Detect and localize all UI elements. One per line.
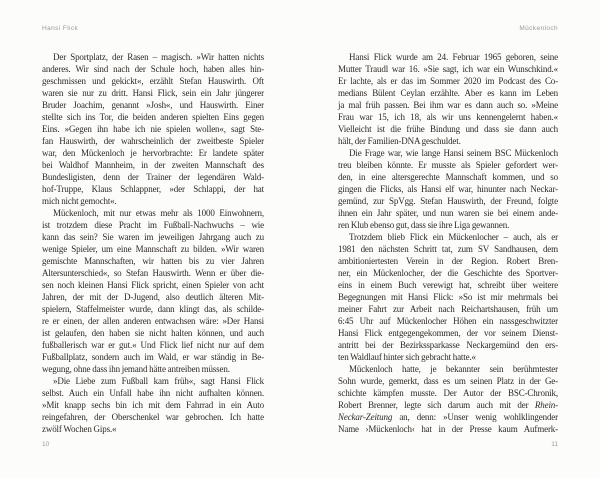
page-left (42, 0, 264, 478)
text-line: selbst. Auch ein Unfall habe ihn nicht aufhalten können. (42, 388, 264, 398)
text-line: Mückenloch, mit nur etwas mehr als 1000 Einwohnern, (53, 208, 264, 218)
text-line: war, den Mückenloch je hervorbrachte: Er landete später (42, 148, 264, 158)
page-right (338, 0, 558, 478)
text-line: Bundesligisten, denn der Trainer der legendären Wald- (42, 172, 264, 182)
page-right-text-block (338, 51, 558, 435)
text-line: ambitioniertesten Verein in der Region. Robert Bren- (338, 256, 558, 266)
text-line: hält, der Familien-DNA geschuldet. (338, 136, 461, 146)
text-line: wenige Spieler, um eine Mannschaft zu bilden. »Wir waren (42, 244, 264, 254)
page-left-text-block (42, 51, 264, 435)
text-line: Der Sportplatz, der Rasen – magisch. »Wir hatten nichts (53, 52, 264, 62)
text-line: antritt bei der Bezirkssparkasse Neckargemünd den ers- (338, 340, 558, 350)
text-line: Neckar-Zeitung an, denn: »Unser wenig wohlklingender (338, 412, 558, 422)
text-line: eins in einem Buch verewigt hat, schreibt über weitere (338, 280, 558, 290)
text-line: Die Frage war, wie lange Hansi seinem BSC Mückenloch (349, 148, 558, 158)
text-line: fan Hauswirth, der wahrscheinlich der zweitbeste Spieler (42, 136, 264, 146)
text-line: Jahren, der mit der D-Jugend, also deutlich älteren Mit- (42, 292, 264, 302)
text-line: wegung, ohne dass ihn jemand hätte antreiben müssen. (42, 364, 230, 374)
text-line: treu bleiben könnte. Er musste als Spieler gefordert wer- (338, 160, 558, 170)
text-line: kann das sein? Sie waren im jeweiligen Jahrgang auch zu (42, 232, 264, 242)
text-line: Mutter Traudl war 16. »Sie sagt, ich war ein Wunschkind.« (338, 64, 558, 74)
text-line: mich nicht gemocht«. (42, 196, 117, 206)
text-line: waren sie nur zu dritt. Hansi Flick, sein ein Jahr jüngerer (42, 88, 264, 98)
running-header-right: Mückenloch (519, 25, 558, 32)
text-line: ten Waldlauf hinter sich gebracht hatte.« (338, 352, 476, 362)
text-line: bei Waldhof Mannheim, in der zweiten Mannschaft des (42, 160, 264, 170)
text-line: Bruder Joachim, genannt »Josh«, und Hauswirth. Einer (42, 100, 264, 110)
text-line: ihnen ein Jahr später, und nun waren sie bei einem ande- (338, 208, 558, 218)
text-line: ner, ein Mückenlocher, der die Geschichte des Sportver- (338, 268, 558, 278)
text-line: gemünd, zur SpVgg. Stefan Hauswirth, der Freund, folgte (338, 196, 558, 206)
text-line: spielern, Staffelmeister wurde, dann klingt das, als schilde- (42, 304, 264, 314)
running-header-left: Hansi Flick (42, 25, 79, 32)
text-line: Hansi Flick wurde am 24. Februar 1965 geboren, seine (349, 52, 558, 62)
text-line: anderes. Wir sind nach der Schule hoch, haben alles hin- (42, 64, 264, 74)
text-line: Fußballplatz, sondern auch im Wald, er war ständig in Be- (42, 352, 264, 362)
text-line: ja mal früh passen. Bei ihm war es dann auch so. »Meine (338, 100, 558, 110)
text-line: Mückenloch hatte, je bekannter sein berühmtester (349, 364, 558, 374)
text-line: »Mit knapp sechs bin ich mit dem Fahrrad in ein Auto (42, 400, 264, 410)
text-line: ist gelaufen, den haben sie nicht halten können, und auch (42, 328, 264, 338)
text-line: 1981 den nächsten Schritt tat, zum SV Sandhausen, dem (338, 244, 558, 254)
text-line: medians Bülent Ceylan erzählte. Aber es kann im Leben (338, 88, 558, 98)
text-line: Hansi Flick entgegengekommen, der vor seinem Dienst- (338, 328, 558, 338)
text-line: re er einen, der allen anderen entwachsen wäre: »Der Hansi (42, 316, 264, 326)
text-line: fußballerisch war er gut.« Und Flick lief nicht nur auf dem (42, 340, 264, 350)
text-line: Eins. »Gegen ihn habe ich nie spielen wollen«, sagt Ste- (42, 124, 264, 134)
text-line: Robert Brenner, legte sich darum auch mit der Rhein- (338, 400, 558, 410)
text-line: meiner Fahrt zur Arbeit nach Reichartshausen, früh um (338, 304, 558, 314)
text-line: sen noch kleinen Hansi Flick spricht, einen Spieler von acht (42, 280, 264, 290)
text-line: Trotzdem blieb Flick ein Mückenlocher – auch, als er (349, 232, 558, 242)
text-line: 6:45 Uhr auf Mückenlocher Höhen ein nassgeschwitzter (338, 316, 558, 326)
text-line: Altersunterschied«, so Stefan Hauswirth. Wenn er über die- (42, 268, 264, 278)
text-line: den, in eine altersgerechte Mannschaft kommen, und so (338, 172, 558, 182)
text-line: Vielleicht ist die frühe Bindung und dass sie dann auch (338, 124, 558, 134)
text-line: ren Klub ebenso gut, dass sie ihre Liga gewannen. (338, 220, 510, 230)
text-line: Sohn wurde, gemerkt, dass es um seinen Platz in der Ge- (338, 376, 558, 386)
text-line: gemischte Mannschaften, wir hatten bis zu vier Jahren (42, 256, 264, 266)
text-line: gingen die Flicks, als Hansi elf war, hinunter nach Neckar- (338, 184, 558, 194)
text-line: zwölf Wochen Gips.« (42, 424, 117, 434)
text-line: Begegnungen mit Hansi Flick: »So ist mir mehrmals bei (338, 292, 558, 302)
text-line: reingefahren, der Oberschenkel war gebrochen. Ich hatte (42, 412, 264, 422)
text-line: schichte kämpfen musste. Der Autor der BSC-Chronik, (338, 388, 558, 398)
page-number-right: 11 (551, 441, 558, 448)
text-line: Er lachte, als er das im Sommer 2020 im Podcast des Co- (338, 76, 558, 86)
page-number-left: 10 (42, 441, 50, 448)
text-line: stellte sich ins Tor, die beiden anderen spielten Eins gegen (42, 112, 264, 122)
text-line: Frau war 15, ich 18, als wir uns kennengelernt haben.« (338, 112, 558, 122)
text-line: ist trotzdem diese Pracht im Fußball-Nachwuchs – wie (42, 220, 264, 230)
text-line: geschmissen und gekickt«, erzählt Stefan Hauswirth. Oft (42, 76, 264, 86)
text-line: hof-Truppe, Klaus Schlappner, »der Schlappi, der hat (42, 184, 264, 194)
text-line: »Die Liebe zum Fußball kam früh«, sagt Hansi Flick (53, 376, 264, 386)
text-line: Name ›Mückenloch‹ hat in der Presse kaum Aufmerk- (338, 424, 558, 434)
